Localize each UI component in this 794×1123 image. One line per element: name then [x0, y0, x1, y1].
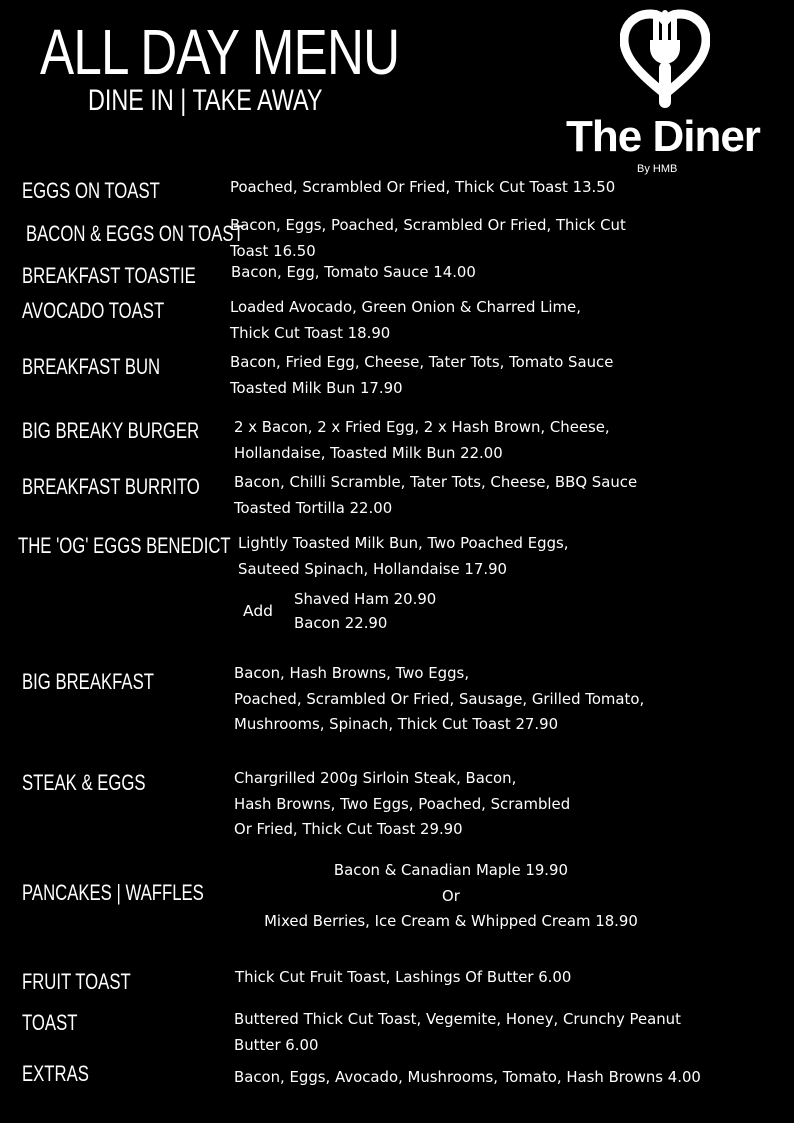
desc-line: Bacon, Fried Egg, Cheese, Tater Tots, Tomato Sauce — [230, 353, 614, 371]
desc-line: Bacon, Eggs, Poached, Scrambled Or Fried, Thick Cut — [230, 216, 626, 234]
desc-line: Poached, Scrambled Or Fried, Sausage, Grilled Tomato, — [234, 689, 645, 708]
item-name-breakfast-toastie: BREAKFAST TOASTIE — [22, 263, 196, 288]
desc-line: Chargrilled 200g Sirloin Steak, Bacon, — [234, 769, 517, 787]
item-desc-eggs-on-toast — [230, 175, 615, 201]
item-desc-big-breakfast — [234, 661, 644, 738]
item-name-eggs-on-toast: EGGS ON TOAST — [22, 178, 160, 203]
desc-line: Bacon, Chilli Scramble, Tater Tots, Cheese, BBQ Sauce — [234, 473, 638, 491]
desc-line: 2 x Bacon, 2 x Fried Egg, 2 x Hash Brown, Cheese, — [234, 418, 610, 436]
item-name-big-breakfast: BIG BREAKFAST — [22, 669, 154, 694]
desc-line: Butter 6.00 — [234, 1035, 319, 1054]
desc-line: Toast 16.50 — [230, 241, 316, 260]
item-desc-avocado-toast — [230, 295, 581, 346]
brand-name: The Diner — [566, 112, 760, 161]
desc-line: Bacon, Egg, Tomato Sauce 14.00 — [231, 263, 476, 281]
desc-line: Loaded Avocado, Green Onion & Charred Lime, — [230, 298, 581, 316]
desc-line: Buttered Thick Cut Toast, Vegemite, Honey, Crunchy Peanut — [234, 1010, 681, 1028]
item-desc-pancakes-waffles — [234, 858, 668, 935]
item-desc-extras — [234, 1065, 701, 1091]
menu-title: ALL DAY MENU — [40, 16, 400, 88]
add-options — [294, 587, 436, 635]
item-desc-og-eggs-benedict — [238, 531, 569, 582]
desc-line: Mixed Berries, Ice Cream & Whipped Cream 18.90 — [264, 912, 638, 930]
item-desc-breakfast-toastie — [231, 260, 476, 286]
desc-line: Hollandaise, Toasted Milk Bun 22.00 — [234, 443, 503, 462]
item-desc-breakfast-burrito — [234, 470, 637, 521]
desc-line: Hash Browns, Two Eggs, Poached, Scrambled — [234, 794, 571, 813]
item-name-avocado-toast: AVOCADO TOAST — [22, 298, 165, 323]
item-desc-breakfast-bun — [230, 350, 613, 401]
item-name-toast: TOAST — [22, 1010, 78, 1035]
item-name-bacon-eggs-on-toast: BACON & EGGS ON TOAST — [26, 221, 244, 246]
item-desc-bacon-eggs-on-toast — [230, 213, 626, 264]
item-name-big-breaky-burger: BIG BREAKY BURGER — [22, 418, 200, 443]
add-option: Shaved Ham 20.90 — [294, 590, 437, 608]
desc-line: Bacon & Canadian Maple 19.90 — [333, 861, 568, 879]
item-name-extras: EXTRAS — [22, 1061, 89, 1086]
desc-line: Or — [442, 886, 460, 905]
desc-line: Toasted Milk Bun 17.90 — [230, 378, 403, 397]
desc-line: Bacon, Eggs, Avocado, Mushrooms, Tomato, Hash Browns 4.00 — [234, 1068, 701, 1086]
add-option: Bacon 22.90 — [294, 614, 388, 632]
desc-line: Thick Cut Toast 18.90 — [230, 323, 391, 342]
fork-heart-logo-icon — [620, 8, 710, 116]
item-name-breakfast-bun: BREAKFAST BUN — [22, 354, 161, 379]
item-desc-steak-eggs — [234, 766, 570, 843]
add-label: Add — [243, 602, 274, 620]
desc-line: Toasted Tortilla 22.00 — [234, 498, 393, 517]
desc-line: Mushrooms, Spinach, Thick Cut Toast 27.90 — [234, 715, 559, 733]
item-name-fruit-toast: FRUIT TOAST — [22, 969, 131, 994]
desc-line: Thick Cut Fruit Toast, Lashings Of Butter 6.00 — [235, 968, 572, 986]
item-name-steak-eggs: STEAK & EGGS — [22, 770, 146, 795]
menu-subtitle: DINE IN | TAKE AWAY — [88, 84, 323, 117]
desc-line: Sauteed Spinach, Hollandaise 17.90 — [238, 559, 508, 578]
item-desc-fruit-toast — [235, 965, 571, 991]
desc-line: Lightly Toasted Milk Bun, Two Poached Eggs, — [238, 534, 569, 552]
brand-byline: By HMB — [637, 163, 678, 175]
item-name-breakfast-burrito: BREAKFAST BURRITO — [22, 474, 200, 499]
desc-line: Or Fried, Thick Cut Toast 29.90 — [234, 820, 463, 838]
item-name-og-eggs-benedict: THE 'OG' EGGS BENEDICT — [18, 533, 231, 558]
item-desc-toast — [234, 1007, 681, 1058]
desc-line: Poached, Scrambled Or Fried, Thick Cut Toast 13.50 — [230, 178, 616, 196]
desc-line: Bacon, Hash Browns, Two Eggs, — [234, 664, 470, 682]
item-name-pancakes-waffles: PANCAKES | WAFFLES — [22, 880, 204, 905]
the-diner-logo — [560, 8, 780, 178]
item-desc-big-breaky-burger — [234, 415, 610, 466]
